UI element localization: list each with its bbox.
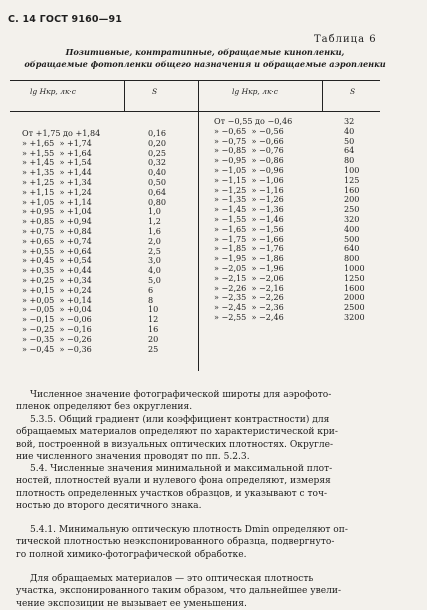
table-cell-value: 0,50 (148, 176, 167, 187)
paragraph (16, 414, 338, 464)
table-cell-value: 0,32 (148, 157, 167, 168)
table-cell-range: » +0,95 » +1,04 (22, 206, 92, 217)
table-cell-range: » −2,35 » −2,26 (214, 292, 284, 303)
paragraph-line: чение экспозиции не вызывает ее уменьшения. (16, 598, 247, 609)
table-cell-range: » +0,65 » +0,74 (22, 235, 92, 246)
table-cell-range: » −1,85 » −1,76 (214, 243, 284, 254)
table-cell-range: » +1,45 » +1,54 (22, 157, 92, 168)
table-cell-range: » −1,75 » −1,66 (214, 233, 284, 244)
table-cell-range: » −0,35 » −0,26 (22, 333, 92, 344)
table-cell-value: 160 (344, 184, 360, 195)
table-number: Таблица 6 (314, 34, 377, 45)
right-ranges-column (214, 117, 292, 323)
paragraph-line: 5.4. Численные значения минимальной и максимальной плот- (30, 464, 333, 474)
paragraph-line: 5.4.1. Минимальную оптическую плотность Dmin определяют оп- (30, 525, 348, 535)
table-cell-value: 100 (344, 164, 360, 175)
table-cell-value: 3,0 (148, 255, 161, 266)
table-cell-value: 0,80 (148, 196, 167, 207)
table-cell-value: 2000 (344, 292, 365, 303)
table-cell-value: 50 (344, 135, 355, 146)
table-cell-value: 5,0 (148, 274, 161, 285)
table-cell-range: » −1,65 » −1,56 (214, 223, 284, 234)
table-cell-value: 40 (344, 125, 355, 136)
table-cell-value: 16 (148, 323, 159, 334)
paragraph-line: плотность определенных участков образцов, и указывают с точ- (16, 488, 328, 499)
left-values-column (148, 129, 166, 354)
table-cell-value: 25 (148, 343, 159, 354)
table-cell-value: 125 (344, 174, 360, 185)
table-divider (124, 81, 125, 111)
table-cell-value: 1,6 (148, 225, 161, 236)
table-cell-range: » +1,65 » +1,74 (22, 137, 92, 148)
table-cell-range: » −1,05 » −0,96 (214, 164, 284, 175)
paragraph-line: обращаемых материалов определяют по характеристической кри- (16, 427, 338, 438)
table-cell-range: » −1,45 » −1,36 (214, 204, 284, 215)
paragraph (16, 463, 333, 513)
paragraph-line: вой, построенной в визуальных оптических плотностях. Округле- (16, 439, 334, 450)
table-cell-range: » +0,85 » +0,94 (22, 216, 92, 227)
table-divider (322, 81, 323, 111)
table-cell-range: » −1,35 » −1,26 (214, 194, 284, 205)
table-cell-range: » −0,45 » −0,36 (22, 343, 92, 354)
table-cell-value: 1,2 (148, 216, 161, 227)
col-header-lgh-left: lg Hкр, лк·с (30, 87, 77, 96)
col-header-lgh-right: lg Hкр, лк·с (232, 87, 279, 96)
table-cell-value: 800 (344, 253, 360, 264)
paragraph-line: ностью до второго десятичного знака. (16, 501, 202, 512)
table-cell-range: » −1,55 » −1,46 (214, 213, 284, 224)
table-cell-value: 2,5 (148, 245, 161, 256)
table-cell-range: » −2,15 » −2,06 (214, 272, 284, 283)
table-cell-range: » +0,05 » +0,14 (22, 294, 92, 305)
table-cell-range: » −2,26 » −2,16 (214, 282, 284, 293)
table-cell-range: » −0,05 » +0,04 (22, 304, 92, 315)
col-header-s-right: S (350, 87, 356, 96)
table-cell-range: » +0,75 » +0,84 (22, 225, 92, 236)
table-cell-value: 64 (344, 145, 355, 156)
table-cell-value: 0,20 (148, 137, 167, 148)
table-cell-range: » +0,35 » +0,44 (22, 265, 92, 276)
data-table (10, 80, 380, 371)
table-cell-range: » +1,35 » +1,44 (22, 167, 92, 178)
table-cell-range: » +0,45 » +0,54 (22, 255, 92, 266)
table-cell-value: 0,40 (148, 167, 167, 178)
table-divider-center (198, 81, 199, 371)
table-cell-value: 500 (344, 233, 360, 244)
table-cell-value: 200 (344, 194, 360, 205)
paragraph-line: го полной химико-фотографической обработке. (16, 549, 247, 560)
table-cell-value: 1600 (344, 282, 365, 293)
table-cell-value: 6 (148, 284, 154, 295)
table-cell-range: От −0,55 до −0,46 (214, 116, 293, 126)
table-cell-value: 1000 (344, 262, 365, 273)
paragraph (16, 389, 332, 414)
table-cell-range: » +1,55 » +1,64 (22, 147, 92, 158)
table-cell-range: От +1,75 до +1,84 (22, 128, 101, 138)
table-cell-range: » −1,25 » −1,16 (214, 184, 284, 195)
table-cell-range: » −2,45 » −2,36 (214, 302, 284, 313)
table-cell-range: » +0,15 » +0,24 (22, 284, 92, 295)
paragraph (16, 524, 348, 561)
table-cell-value: 3200 (344, 311, 365, 322)
table-cell-range: » +0,25 » +0,34 (22, 274, 92, 285)
table-cell-value: 250 (344, 204, 360, 215)
table-cell-value: 32 (344, 116, 355, 126)
paragraph-line: пленок определяют без округления. (16, 402, 193, 413)
table-cell-value: 2,0 (148, 235, 161, 246)
table-cell-range: » −0,15 » −0,06 (22, 314, 92, 325)
table-cell-range: » +1,15 » +1,24 (22, 186, 92, 197)
table-cell-range: » −1,95 » −1,86 (214, 253, 284, 264)
paragraph (16, 573, 342, 610)
table-cell-range: » −0,75 » −0,66 (214, 135, 284, 146)
table-cell-value: 0,25 (148, 147, 167, 158)
table-cell-value: 320 (344, 213, 360, 224)
table-cell-range: » +0,55 » +0,64 (22, 245, 92, 256)
paragraph-line: участка, экспонированного таким образом, что дальнейшее увели- (16, 586, 342, 597)
table-caption-line-2: обращаемые фотопленки общего назначения и обращаемые аэропленки (24, 59, 386, 69)
paragraph-line: Численное значение фотографической широты для аэрофото- (30, 390, 332, 400)
table-cell-range: » −0,85 » −0,76 (214, 145, 284, 156)
table-cell-range: » −1,15 » −1,06 (214, 174, 284, 185)
table-cell-value: 1250 (344, 272, 365, 283)
paragraph-line: Для обращаемых материалов — это оптическая плотность (30, 574, 314, 584)
table-caption-line-1: Позитивные, контратипные, обращаемые кинопленки, (65, 47, 345, 57)
paragraph-line: ние численного значения проводят по пп. 5.2.3. (16, 452, 250, 463)
paragraph-line: 5.3.5. Общий градиент (или коэффициент контрастности) для (30, 415, 330, 425)
table-cell-value: 640 (344, 243, 360, 254)
col-header-s-left: S (152, 87, 158, 96)
table-cell-range: » −0,95 » −0,86 (214, 155, 284, 166)
table-cell-range: » −0,65 » −0,56 (214, 125, 284, 136)
table-cell-range: » −2,05 » −1,96 (214, 262, 284, 273)
table-cell-value: 8 (148, 294, 154, 305)
table-cell-range: » +1,05 » +1,14 (22, 196, 92, 207)
table-cell-value: 12 (148, 314, 159, 325)
table-cell-value: 1,0 (148, 206, 161, 217)
paragraph-line: тической плотностью неэкспонированного образца, подвергнуто- (16, 537, 335, 548)
table-cell-value: 0,64 (148, 186, 167, 197)
table-cell-range: » +1,25 » +1,34 (22, 176, 92, 187)
table-cell-value: 2500 (344, 302, 365, 313)
table-cell-value: 10 (148, 304, 159, 315)
page-header: С. 14 ГОСТ 9160—91 (8, 14, 123, 25)
paragraph-line: ностей, плотностей вуали и нулевого фона определяют, измеряя (16, 476, 331, 487)
table-cell-range: » −2,55 » −2,46 (214, 311, 284, 322)
table-cell-value: 400 (344, 223, 360, 234)
table-cell-value: 80 (344, 155, 355, 166)
table-cell-value: 20 (148, 333, 159, 344)
table-cell-value: 0,16 (148, 128, 167, 138)
table-cell-range: » −0,25 » −0,16 (22, 323, 92, 334)
table-cell-value: 4,0 (148, 265, 161, 276)
left-ranges-column (22, 129, 100, 354)
table-header-row (10, 81, 380, 112)
right-values-column (344, 117, 365, 323)
